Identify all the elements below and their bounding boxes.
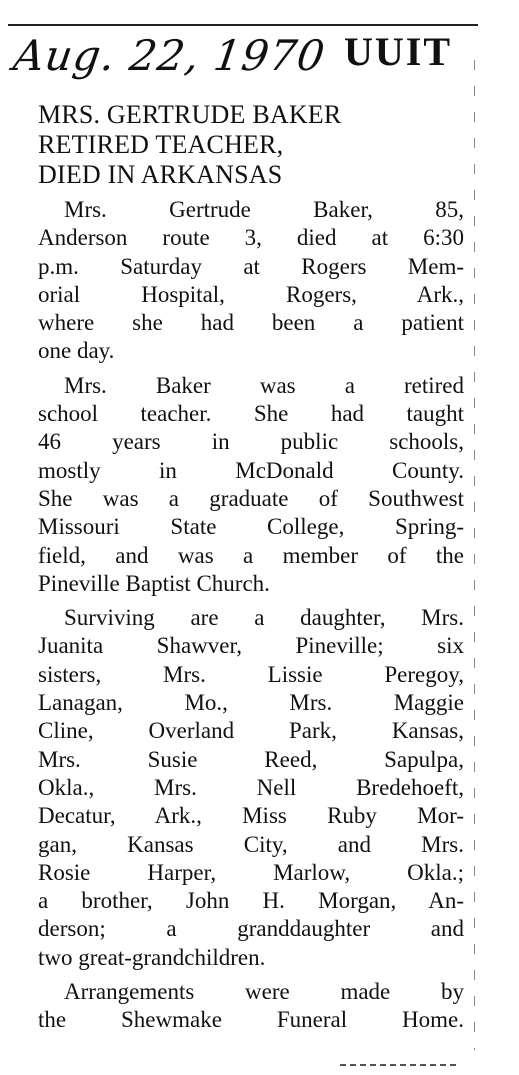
text-line: Surviving are a daughter, Mrs. [64, 605, 464, 631]
paragraph-death-notice [38, 196, 464, 366]
text-line: Anderson route 3, died at 6:30 [38, 225, 464, 251]
headline-line: RETIRED TEACHER, [38, 130, 284, 159]
headline-line: DIED IN ARKANSAS [38, 160, 283, 189]
headline-line: MRS. GERTRUDE BAKER [38, 100, 342, 129]
text-line: field, and was a member of the [38, 542, 464, 568]
clipping-right-edge [474, 60, 475, 1050]
text-line: Cline, Overland Park, Kansas, [38, 718, 464, 744]
text-line: Missouri State College, Spring- [38, 514, 464, 540]
text-line: one day. [38, 338, 115, 364]
text-line: Decatur, Ark., Miss Ruby Mor- [38, 803, 464, 829]
text-line: Rosie Harper, Marlow, Okla.; [38, 859, 464, 885]
text-line: school teacher. She had taught [38, 401, 464, 427]
text-line: derson; a granddaughter and [38, 916, 464, 942]
obituary-body [38, 196, 464, 1041]
clipping-top-edge [8, 24, 478, 26]
text-line: mostly in McDonald County. [38, 457, 464, 483]
paragraph-survivors [38, 604, 464, 972]
cut-off-masthead-fragment: UUIT [344, 29, 453, 74]
text-line: Mrs. Gertrude Baker, 85, [64, 197, 464, 222]
text-line: two great-grandchildren. [38, 944, 266, 970]
text-line: where she had been a patient [38, 310, 464, 336]
paragraph-career [38, 372, 464, 598]
text-line: Juanita Shawver, Pineville; six [38, 633, 464, 659]
clipping-bottom-edge [340, 1064, 460, 1066]
text-line: Mrs. Baker was a retired [64, 372, 464, 398]
text-line: She was a graduate of Southwest [38, 485, 464, 511]
text-line: Mrs. Susie Reed, Sapulpa, [38, 746, 464, 772]
text-line: orial Hospital, Rogers, Ark., [38, 281, 464, 307]
text-line: gan, Kansas City, and Mrs. [38, 831, 464, 857]
text-line: Lanagan, Mo., Mrs. Maggie [38, 690, 464, 716]
obituary-headline [38, 100, 341, 190]
text-line: the Shewmake Funeral Home. [38, 1007, 464, 1033]
text-line: p.m. Saturday at Rogers Mem- [38, 253, 464, 279]
text-line: a brother, John H. Morgan, An- [38, 888, 464, 914]
text-line: Arrangements were made by [64, 979, 464, 1005]
handwritten-date: Aug. 22, 1970 [10, 31, 329, 80]
text-line: Okla., Mrs. Nell Bredehoeft, [38, 774, 464, 800]
text-line: 46 years in public schools, [38, 429, 464, 455]
paragraph-arrangements [38, 978, 464, 1035]
text-line: Pineville Baptist Church. [38, 570, 270, 596]
text-line: sisters, Mrs. Lissie Peregoy, [38, 661, 464, 687]
